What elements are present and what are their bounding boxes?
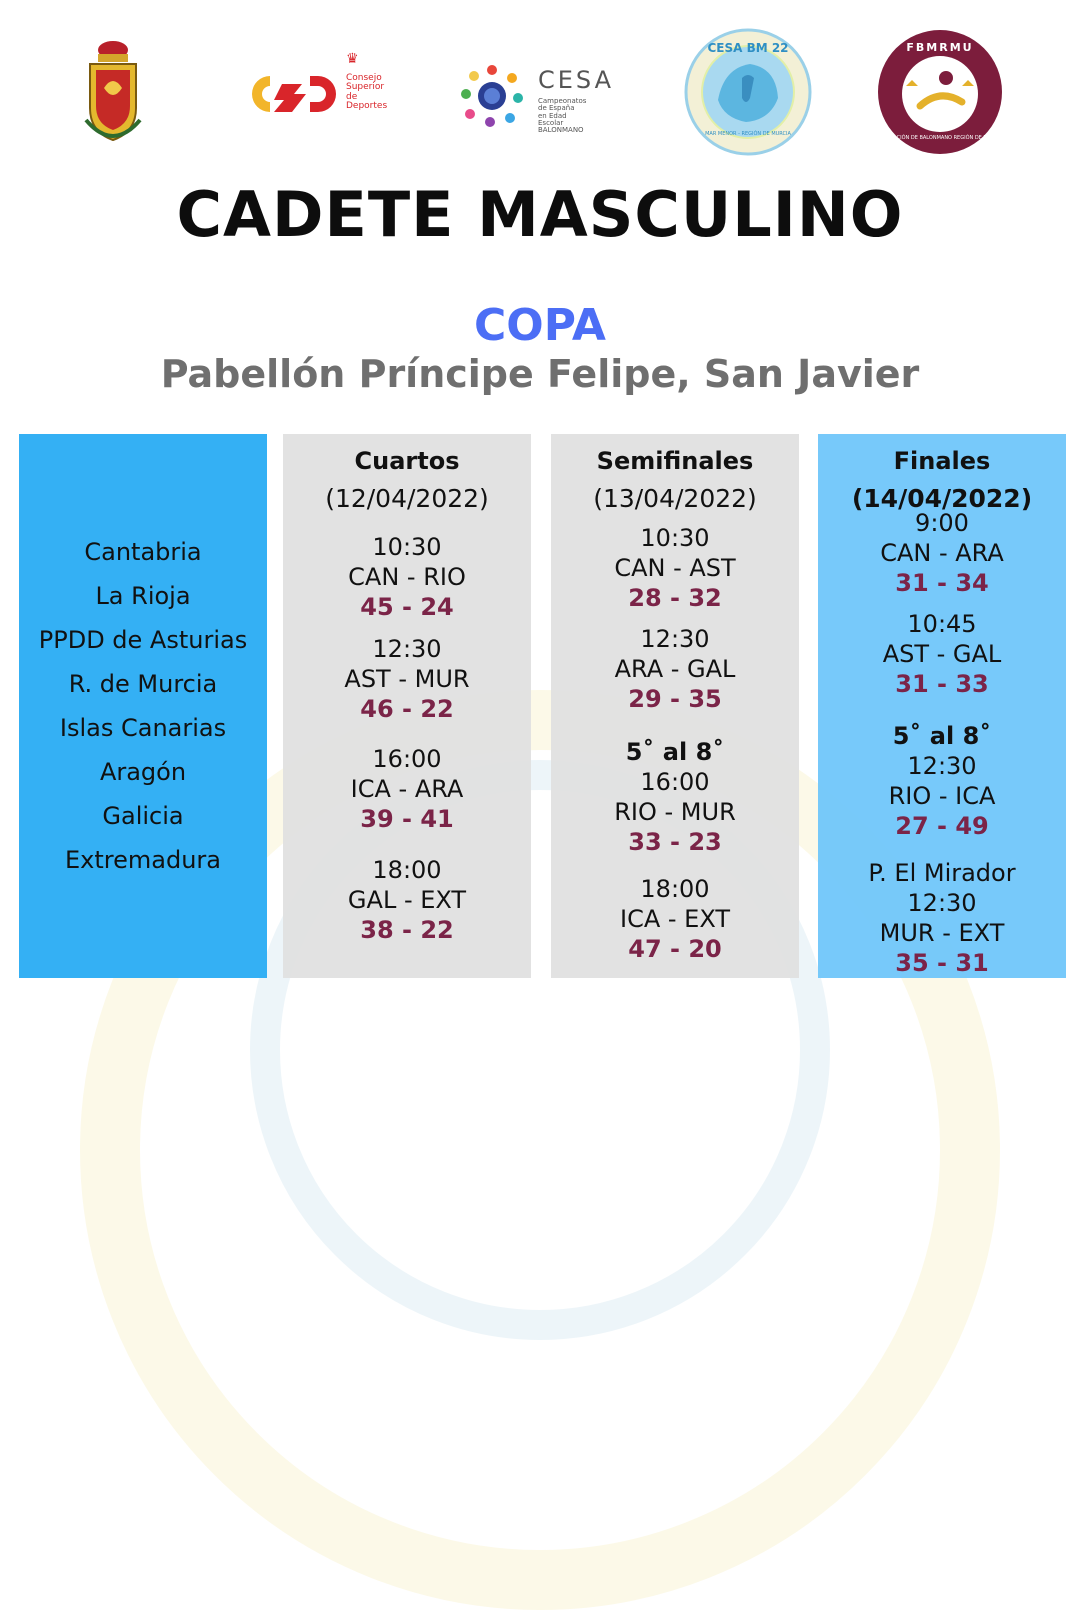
match-score: 45 - 24 [360, 593, 454, 621]
semifinales-label: Semifinales [596, 447, 754, 475]
cuartos-date: (12/04/2022) [325, 484, 489, 513]
fbmrmu-logo [876, 28, 1004, 156]
match-time: 12:30 [907, 889, 977, 917]
match-score: 31 - 33 [895, 670, 989, 698]
fbmrmu-abbr: FBMRMU [906, 41, 974, 54]
team-item: R. de Murcia [68, 670, 218, 698]
match-time: 16:00 [640, 768, 710, 796]
csd-line: de Deportes [346, 91, 388, 112]
finales-date: (14/04/2022) [851, 484, 1033, 513]
team-item: Galicia [102, 802, 184, 830]
match-time: 12:30 [640, 625, 710, 653]
match-time: 12:30 [372, 635, 442, 663]
teams-column [19, 434, 267, 978]
team-item: La Rioja [95, 582, 191, 610]
cuartos-column [283, 434, 531, 978]
section-5-8-label: 5˚ al 8˚ [892, 722, 992, 750]
team-item: PPDD de Asturias [38, 626, 248, 654]
match-card [283, 855, 531, 945]
match-score: 46 - 22 [360, 695, 454, 723]
cesa-line: en Edad Escolar [538, 111, 567, 128]
cesa-name: CESA [538, 66, 615, 94]
match-teams: RIO - ICA [888, 782, 996, 810]
match-score: 33 - 23 [628, 828, 722, 856]
venue-label: Pabellón Príncipe Felipe, San Javier [160, 352, 920, 396]
match-card [283, 634, 531, 724]
cuartos-label: Cuartos [354, 447, 460, 475]
semifinales-header [551, 442, 799, 518]
match-card [551, 624, 799, 714]
csd-line: Consejo [346, 73, 382, 83]
coat-of-arms-logo [84, 40, 142, 148]
match-card [551, 767, 799, 857]
page-title: CADETE MASCULINO [176, 178, 904, 251]
match-score: 31 - 34 [895, 569, 989, 597]
cesa-bm22-ring-text: MAR MENOR - REGIÓN DE MURCIA [705, 131, 791, 137]
finales-header [818, 442, 1066, 518]
match-teams: CAN - AST [614, 554, 736, 582]
match-teams: RIO - MUR [614, 798, 736, 826]
match-score: 35 - 31 [895, 949, 989, 977]
match-time: 10:30 [372, 533, 442, 561]
cesa-line: Campeonatos de España [538, 97, 587, 113]
teams-list [19, 530, 267, 882]
match-card [283, 532, 531, 622]
team-item: Islas Canarias [59, 714, 227, 742]
match-score: 39 - 41 [360, 805, 454, 833]
match-teams: ICA - EXT [619, 905, 730, 933]
team-item: Aragón [99, 758, 187, 786]
match-teams: CAN - RIO [348, 563, 466, 591]
match-time: 12:30 [907, 752, 977, 780]
match-score: 28 - 32 [628, 584, 722, 612]
match-card [818, 858, 1066, 978]
match-card [551, 523, 799, 613]
match-teams: CAN - ARA [880, 539, 1004, 567]
match-teams: AST - MUR [344, 665, 470, 693]
match-score: 47 - 20 [628, 935, 722, 963]
match-score: 27 - 49 [895, 812, 989, 840]
csd-line: Superior [346, 82, 385, 93]
cesa-logo [460, 64, 615, 135]
match-teams: ARA - GAL [614, 655, 736, 683]
match-card [818, 508, 1066, 598]
finales-label: Finales [893, 447, 991, 475]
section-5-8-label: 5˚ al 8˚ [625, 738, 725, 766]
sponsor-logos-bar [0, 28, 1080, 158]
match-time: 18:00 [372, 856, 442, 884]
cesa-bm22-title: CESA BM 22 [707, 41, 789, 55]
fbmrmu-ring-text: FEDERACIÓN DE BALONMANO REGIÓN DE MURCIA [876, 135, 1004, 141]
semifinales-column [551, 434, 799, 978]
crown-icon: ♛ [346, 51, 359, 67]
match-teams: MUR - EXT [879, 919, 1005, 947]
match-score: 38 - 22 [360, 916, 454, 944]
cuartos-header [283, 442, 531, 518]
match-card [818, 609, 1066, 699]
match-teams: ICA - ARA [350, 775, 464, 803]
match-time: 10:45 [907, 610, 977, 638]
match-card [818, 751, 1066, 841]
match-time: 10:30 [640, 524, 710, 552]
team-item: Extremadura [65, 846, 221, 874]
match-time: 16:00 [372, 745, 442, 773]
match-card [283, 744, 531, 834]
finales-column [818, 434, 1066, 978]
cesa-line: BALONMANO [538, 126, 584, 135]
csd-logo [252, 51, 388, 114]
match-time: 9:00 [915, 509, 969, 537]
cesa-bm22-badge [684, 28, 812, 156]
team-item: Cantabria [84, 538, 202, 566]
competition-subtitle: COPA [474, 300, 606, 351]
match-card [551, 874, 799, 964]
semifinales-date: (13/04/2022) [593, 484, 757, 513]
match-teams: AST - GAL [882, 640, 1002, 668]
alt-venue-label: P. El Mirador [868, 859, 1016, 887]
match-teams: GAL - EXT [347, 886, 467, 914]
match-score: 29 - 35 [628, 685, 722, 713]
match-time: 18:00 [640, 875, 710, 903]
